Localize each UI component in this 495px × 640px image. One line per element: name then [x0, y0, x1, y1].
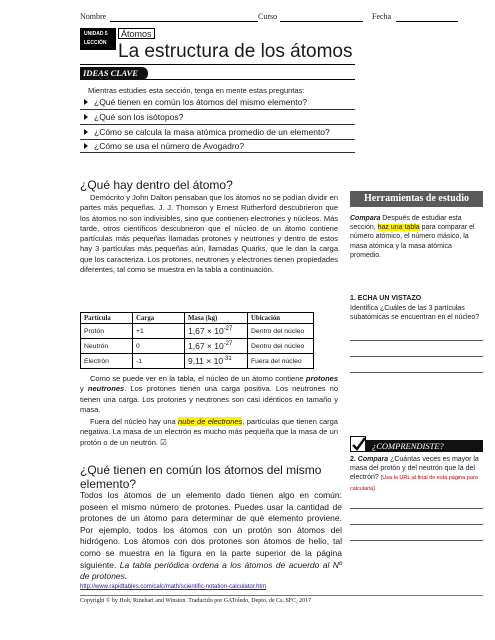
divider	[80, 152, 355, 153]
ideas-intro: Mientras estudies esta sección, tenga en mente estas preguntas:	[88, 86, 305, 95]
key-question: ¿Qué son los isótopos?	[84, 112, 183, 122]
location-cell: Dentro del núcleo	[248, 339, 314, 354]
table-header-row	[81, 313, 314, 324]
answer-line[interactable]	[350, 340, 483, 341]
location-cell: Dentro del núcleo	[248, 324, 314, 339]
answer-line[interactable]	[350, 524, 483, 525]
mass-cell: $1,67 \times 10^{-27}$	[185, 324, 248, 339]
nombre-field[interactable]	[110, 21, 258, 22]
column-header: Ubicación	[248, 313, 314, 324]
nombre-label: Nombre	[80, 12, 107, 21]
key-question: ¿Cómo se usa el número de Avogadro?	[84, 141, 244, 151]
divider	[80, 139, 355, 140]
section-heading: ¿Qué hay dentro del átomo?	[80, 178, 233, 192]
study-tools-header: Herramientas de estudio	[350, 191, 483, 207]
fecha-label: Fecha	[372, 12, 392, 21]
section-paragraph: Fuera del núcleo hay una nube de electrones, partículas que tienen carga negativa. La masa de un electrón es mucho más pequeña que la masa de un protón o de un neutrón. ☑	[80, 417, 338, 447]
bullet-icon	[84, 143, 88, 149]
curso-label: Curso	[258, 12, 278, 21]
question-2: 2. Compara ¿Cuántas veces es mayor la masa del protón y del neutrón que la del electrón? [Usa la URL al final de esta página para calcularla]	[350, 456, 479, 492]
bullet-icon	[84, 114, 88, 120]
title-divider	[80, 64, 355, 65]
charge-cell: 0	[133, 339, 185, 354]
check-icon: ☑	[160, 437, 167, 447]
unit-badge	[80, 28, 116, 50]
location-cell: Fuera del núcleo	[248, 354, 314, 369]
ideas-clave-tag: IDEAS CLAVE	[80, 67, 148, 80]
topic-tag: Átomos	[118, 28, 155, 39]
page-title: La estructura de los átomos	[118, 41, 353, 62]
section-paragraph: Todos los átomos de un elemento dado tienen algo en común: poseen el mismo número de protones. Puedes usar la cantidad de protones de un átomo para determinar de qué elemento proviene. Por ejemplo, todos los átomos con un protón son átomos del hidrógeno. Los átomos con dos protones son átomos de helio, tal como se muestra en la figura en la parte superior de la página siguiente. La tabla periódica ordena a los átomos de acuerdo al Nº de protones.	[80, 490, 342, 582]
particle-cell: Protón	[81, 324, 133, 339]
lesson-label: LECCIÓN	[84, 40, 107, 46]
table-row	[81, 324, 314, 339]
section-paragraph: Como se puede ver en la tabla, el núcleo de un átomo contiene protones y neutrones. Los protones tienen una carga positiva. Los neutrones no tienen una carga. Los protones y neutrones son casi idénticos en tamaño y masa.	[80, 374, 338, 414]
answer-line[interactable]	[350, 508, 483, 509]
key-question: ¿Qué tienen en común los átomos del mismo elemento?	[84, 97, 307, 107]
column-header: Carga	[133, 313, 185, 324]
mass-cell: $1,67 \times 10^{-27}$	[185, 339, 248, 354]
checkbox-icon	[350, 436, 366, 452]
curso-field[interactable]	[280, 21, 363, 22]
answer-line[interactable]	[350, 540, 483, 541]
key-question: ¿Cómo se calcula la masa atómica promedio de un elemento?	[84, 127, 330, 137]
particle-cell: Electrón	[81, 354, 133, 369]
comprendiste-header: ¿COMPRENDISTE?	[366, 440, 483, 452]
question-1: 1. ECHA UN VISTAZO	[350, 295, 422, 302]
bullet-icon	[84, 129, 88, 135]
charge-cell: +1	[133, 324, 185, 339]
divider	[80, 124, 355, 125]
answer-line[interactable]	[350, 356, 483, 357]
fecha-field[interactable]	[396, 21, 458, 22]
answer-line[interactable]	[350, 372, 483, 373]
section-heading: ¿Qué tienen en común los átomos del mismo elemento?	[80, 463, 322, 491]
section-paragraph: Demócrito y John Dalton pensaban que los átomos no se podían dividir en partes más pequeñas. J. J. Thomson y Ernest Rutherford descubrieron que los átomos no son indivisibles, sino que contienen electrones y núcleos. Más tarde, otros científicos descubrieron que el núcleo de un átomo contiene partículas más pequeñas llamadas protones y neutrones y dentro de estos hay 3 partículas más pequeñas aún, llamadas Quarks, que le dan la carga que los caracteriza. Los protones, neutrones y electrones tienen propiedades diferentes, tal como se muestra en la tabla a continuación.	[80, 193, 338, 275]
bullet-icon	[84, 99, 88, 105]
copyright: Copyright © by Holt, Rinehart and Winston. Traducido por GAToledo, Depto. de Cs. SFC, 2017	[80, 598, 312, 604]
compara-note: Compara Después de estudiar esta sección, haz una tabla para comparar el número atómico, el número másico, la masa atómica y la masa atómica promedio.	[350, 215, 475, 259]
table-row	[81, 354, 314, 369]
mass-cell: $9,11 \times 10^{-31}$	[185, 354, 248, 369]
particle-cell: Neutrón	[81, 339, 133, 354]
footer-divider	[80, 595, 483, 596]
particle-table	[80, 312, 314, 369]
unit-label: UNIDAD 5	[84, 31, 108, 37]
divider	[80, 109, 355, 110]
question-1-text: Identifica ¿Cuáles de las 3 partículas subatómicas se encuentran en el núcleo?	[350, 305, 480, 322]
table-row	[81, 339, 314, 354]
calculator-link[interactable]: http://www.rapidtables.com/calc/math/scientific-notation-calculator.htm	[80, 584, 267, 590]
column-header: Partícula	[81, 313, 133, 324]
column-header: Masa (kg)	[185, 313, 248, 324]
charge-cell: -1	[133, 354, 185, 369]
